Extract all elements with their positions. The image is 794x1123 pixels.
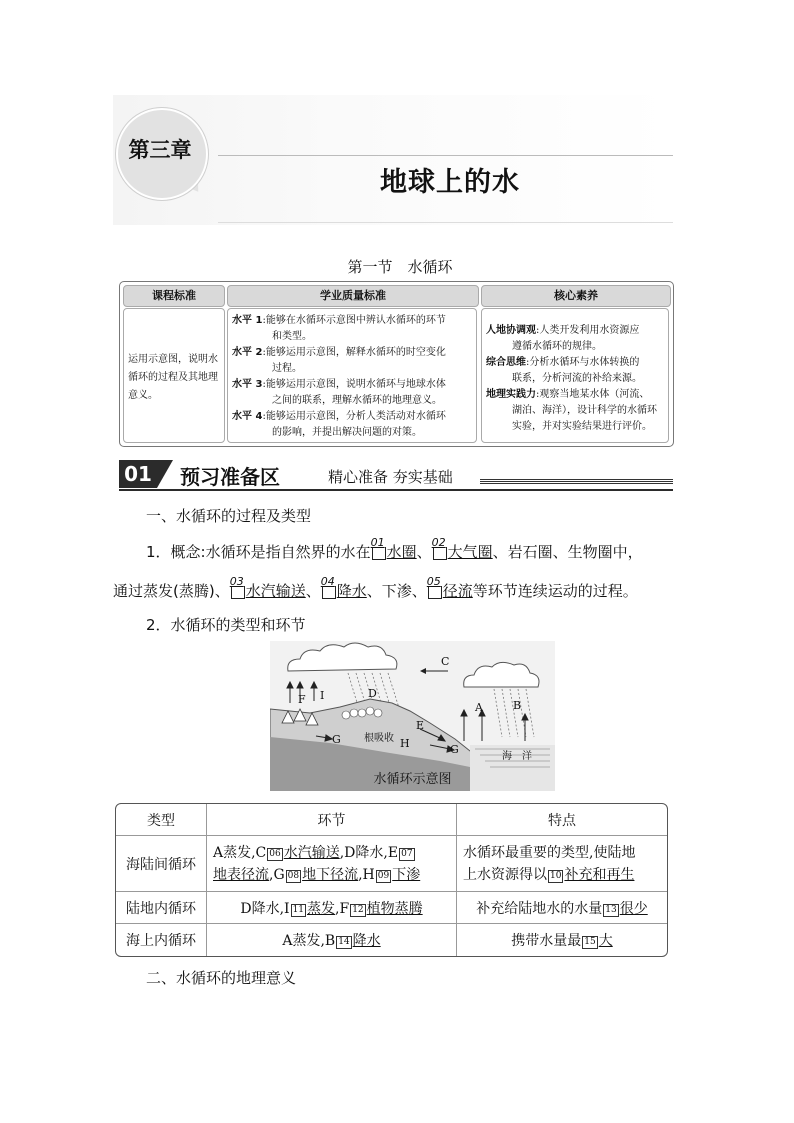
type-cell: 海陆间循环 [116, 836, 207, 892]
column-header: 核心素养 [481, 285, 671, 307]
answer-number: 04 [321, 580, 337, 598]
answer-number: 05 [427, 580, 443, 598]
stage-cell: D降水,I 11 蒸发,F 12 植物蒸腾 [207, 892, 457, 924]
banner-stripe [480, 478, 673, 484]
banner-subtitle: 精心准备 夯实基础 [328, 468, 453, 486]
heading-significance: 二、水循环的地理意义 [146, 969, 297, 987]
feature-cell: 补充给陆地水的水量 13 很少 [457, 892, 667, 924]
concept-line-2: 通过蒸发(蒸腾)、 03 水汽输送、 04 降水、下渗、 05 径流等环节连续运动的过程。 [113, 575, 638, 600]
column-header: 类型 [116, 804, 207, 836]
standards-table [119, 281, 674, 447]
literacy-cell: 人地协调观:人类开发利用水资源应 遵循水循环的规律。 综合思维:分析水循环与水体转换的 联系，分析河流的补给来源。 地理实践力:观察当地某水体（河流、 湖泊、海洋），设计科学的水循环 实验，并对实验结果进行评价。 [481, 308, 669, 443]
banner-title: 预习准备区 [180, 465, 280, 489]
column-header: 学业质量标准 [227, 285, 479, 307]
answer: 降水 [336, 582, 367, 600]
literacy-item: 综合思维:分析水循环与水体转换的 [486, 357, 640, 368]
literacy-item: 人地协调观:人类开发利用水资源应 [486, 325, 640, 336]
diagram-caption: 水循环示意图 [373, 772, 452, 787]
heading-process: 一、水循环的过程及类型 [146, 507, 312, 525]
label-F: F [298, 693, 306, 706]
quality-item: 水平 2:能够运用示意图，解释水循环的时空变化 [232, 347, 446, 358]
table-row [116, 836, 667, 892]
stage-cell: A蒸发,C 06 水汽输送,D降水,E 07 地表径流,G 08 地下径流,H 09 下渗 [207, 836, 457, 892]
feature-cell: 携带水量最 15 大 [511, 933, 613, 949]
label-sea: 海 洋 [502, 751, 532, 762]
label-E: E [416, 719, 425, 732]
stage-cell: A蒸发,B 14 降水 [207, 924, 457, 956]
quality-item: 水平 3:能够运用示意图，说明水循环与地球水体 [232, 379, 446, 390]
answer: 水圈 [386, 543, 417, 561]
quality-item: 水平 4:能够运用示意图，分析人类活动对水循环 [232, 411, 446, 422]
divider [218, 155, 673, 156]
answer: 大气圈 [447, 543, 493, 561]
type-cell: 陆地内循环 [116, 892, 207, 924]
divider [218, 222, 673, 223]
section-title: 第一节 水循环 [347, 258, 453, 276]
banner-arrow [157, 460, 173, 488]
answer: 水汽输送 [245, 582, 306, 600]
column-header: 特点 [457, 804, 667, 836]
table-row [116, 924, 667, 956]
label-D: D [368, 687, 377, 700]
label-G: G [332, 733, 341, 746]
banner-number: 01 [119, 460, 157, 488]
table-row [116, 892, 667, 924]
label-A: A [475, 701, 483, 714]
answer-number: 02 [432, 541, 448, 559]
column-header: 课程标准 [123, 285, 225, 307]
column-header: 环节 [207, 804, 457, 836]
label-I: I [320, 689, 325, 702]
type-cell: 海上内循环 [116, 924, 207, 956]
concept-line-1: 1．概念:水循环是指自然界的水在 01 水圈、 02 大气圈、岩石圈、生物圈中， [146, 536, 643, 561]
answer-number: 01 [371, 541, 387, 559]
banner-underline [119, 489, 673, 491]
heading-types: 2．水循环的类型和环节 [146, 616, 306, 634]
curriculum-text: 运用示意图，说明水循环的过程及其地理意义。 [128, 354, 218, 401]
chapter-title: 地球上的水 [380, 167, 520, 198]
label-C: C [441, 655, 450, 668]
literacy-item: 地理实践力:观察当地某水体（河流、 [486, 389, 650, 400]
quality-item: 水平 1:能够在水循环示意图中辨认水循环的环节 [232, 315, 446, 326]
answer: 径流 [442, 582, 473, 600]
label-H: H [400, 737, 410, 750]
curriculum-cell [123, 308, 225, 443]
chapter-label: 第三章 [128, 138, 192, 162]
label-G: G [450, 743, 459, 756]
quality-cell: 水平 1:能够在水循环示意图中辨认水循环的环节 和类型。 水平 2:能够运用示意图，解释水循环的时空变化 过程。 水平 3:能够运用示意图，说明水循环与地球水体 之间的联系，理解水循环的地理意义。 水平 4:能够运用示意图，分析人类活动对水循环 的影响，并提出解决问题的对策。 [227, 308, 477, 443]
feature-cell: 水循环最重要的类型,使陆地 上水资源得以 10 补充和再生 [457, 836, 667, 892]
label-root-absorb: 根吸收 [364, 733, 394, 744]
answer-number: 03 [230, 580, 246, 598]
cycle-types-table [115, 803, 668, 957]
label-B: B [513, 699, 522, 712]
